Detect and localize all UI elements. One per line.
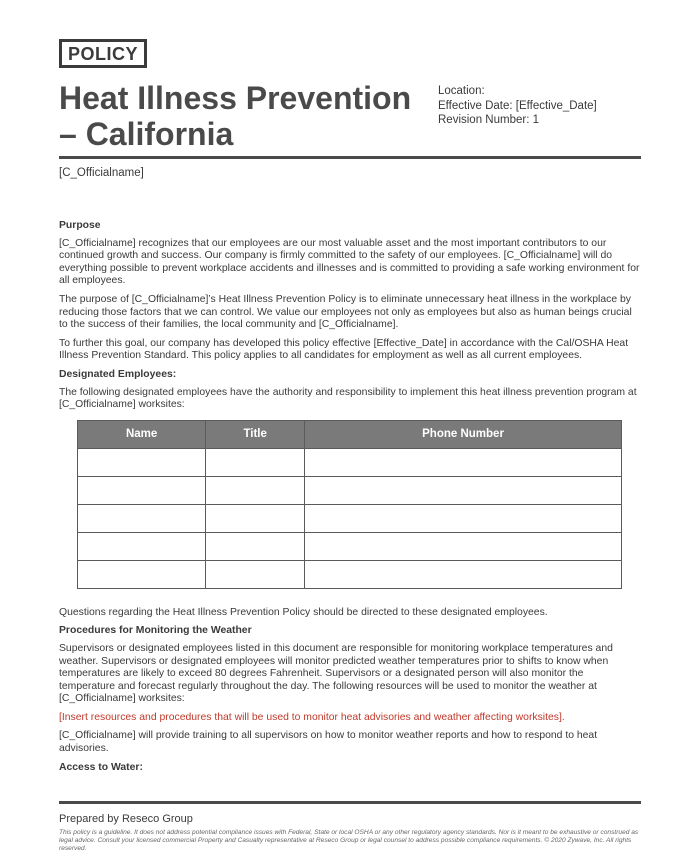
purpose-paragraph-1: [C_Officialname] recognizes that our employees are our most valuable asset and the most important contributors to our continued growth and success. Our company is firmly committed to the safety of our employees. [C_Officialname] will do everything possible to prevent workplace accidents and illnesses and is committed to providing a safe working environment for all employees. bbox=[59, 237, 640, 287]
location-label: Location: bbox=[438, 85, 485, 97]
legal-disclaimer: This policy is a guideline. It does not address potential compliance issues with Federal, State or local OSHA or any other regulatory agency standards. Nor is it meant to be exhaustive or construed as legal advice. Consult your licensed commercial Property and Casualty representative at Reseco Group or legal counsel to address possible compliance requirements. © 2020 Zywave, Inc. All rights reserved. bbox=[59, 829, 639, 853]
revision-number: Revision Number: 1 bbox=[438, 114, 539, 126]
monitoring-paragraph-1: Supervisors or designated employees listed in this document are responsible for monitoring workplace temperatures and weather. Supervisors or designated employees will monitor predicted weather temperatures prior to shifts to know when temperatures are likely to exceed 80 degrees Fahrenheit. Supervisors or a designated person will also monitor the temperature and forecast regularly throughout the day. The following resources will be used to monitor the weather at [C_Officialname] worksites: bbox=[59, 642, 613, 705]
prepared-by: Prepared by Reseco Group bbox=[59, 813, 193, 825]
designated-heading: Designated Employees: bbox=[59, 368, 177, 380]
designated-employees-table bbox=[77, 420, 622, 589]
table-cell[interactable] bbox=[305, 504, 622, 532]
water-heading: Access to Water: bbox=[59, 761, 143, 773]
designated-intro: The following designated employees have the authority and responsibility to implement this heat illness prevention program at [C_Officialname] worksites: bbox=[59, 386, 637, 411]
column-header-title: Title bbox=[206, 420, 305, 448]
monitoring-insert-placeholder: [Insert resources and procedures that will be used to monitor heat advisories and weather affecting worksites]. bbox=[59, 711, 565, 723]
table-row bbox=[78, 560, 622, 588]
table-cell[interactable] bbox=[305, 476, 622, 504]
table-cell[interactable] bbox=[78, 504, 206, 532]
effective-date: Effective Date: [Effective_Date] bbox=[438, 99, 597, 112]
table-cell[interactable] bbox=[206, 560, 305, 588]
column-header-name: Name bbox=[78, 420, 206, 448]
document-body bbox=[59, 220, 641, 779]
purpose-heading: Purpose bbox=[59, 220, 101, 231]
header-divider bbox=[59, 156, 641, 159]
policy-badge: POLICY bbox=[59, 39, 147, 68]
table-header-row bbox=[78, 420, 622, 448]
footer-divider bbox=[59, 801, 641, 804]
table-row bbox=[78, 504, 622, 532]
document-meta bbox=[438, 84, 597, 128]
monitoring-paragraph-2: [C_Officialname] will provide training to all supervisors on how to monitor weather reports and how to respond to heat advisories. bbox=[59, 730, 598, 755]
page-title: Heat Illness Prevention – California bbox=[59, 80, 412, 152]
table-cell[interactable] bbox=[206, 504, 305, 532]
questions-note: Questions regarding the Heat Illness Prevention Policy should be directed to these designated employees. bbox=[59, 606, 548, 618]
table-cell[interactable] bbox=[78, 532, 206, 560]
table-row bbox=[78, 532, 622, 560]
table-cell[interactable] bbox=[78, 448, 206, 476]
purpose-paragraph-2: The purpose of [C_Officialname]’s Heat Illness Prevention Policy is to eliminate unnecessary heat illness in the workplace by reducing those factors that we can control. We value our employees not only as employees but also as human beings crucial to the success of their families, the local community and [C_Officialname]. bbox=[59, 293, 632, 331]
official-name: [C_Officialname] bbox=[59, 167, 144, 179]
table-cell[interactable] bbox=[206, 476, 305, 504]
table-row bbox=[78, 448, 622, 476]
table-cell[interactable] bbox=[78, 560, 206, 588]
monitoring-heading: Procedures for Monitoring the Weather bbox=[59, 625, 252, 637]
column-header-phone: Phone Number bbox=[305, 420, 622, 448]
table-cell[interactable] bbox=[206, 448, 305, 476]
table-cell[interactable] bbox=[206, 532, 305, 560]
purpose-paragraph-3: To further this goal, our company has developed this policy effective [Effective_Date] in accordance with the Cal/OSHA Heat Illness Prevention Standard. This policy applies to all candidates for employment as well as all current employees. bbox=[59, 337, 629, 362]
table-cell[interactable] bbox=[305, 532, 622, 560]
table-row bbox=[78, 476, 622, 504]
table-cell[interactable] bbox=[305, 448, 622, 476]
table-cell[interactable] bbox=[305, 560, 622, 588]
table-cell[interactable] bbox=[78, 476, 206, 504]
